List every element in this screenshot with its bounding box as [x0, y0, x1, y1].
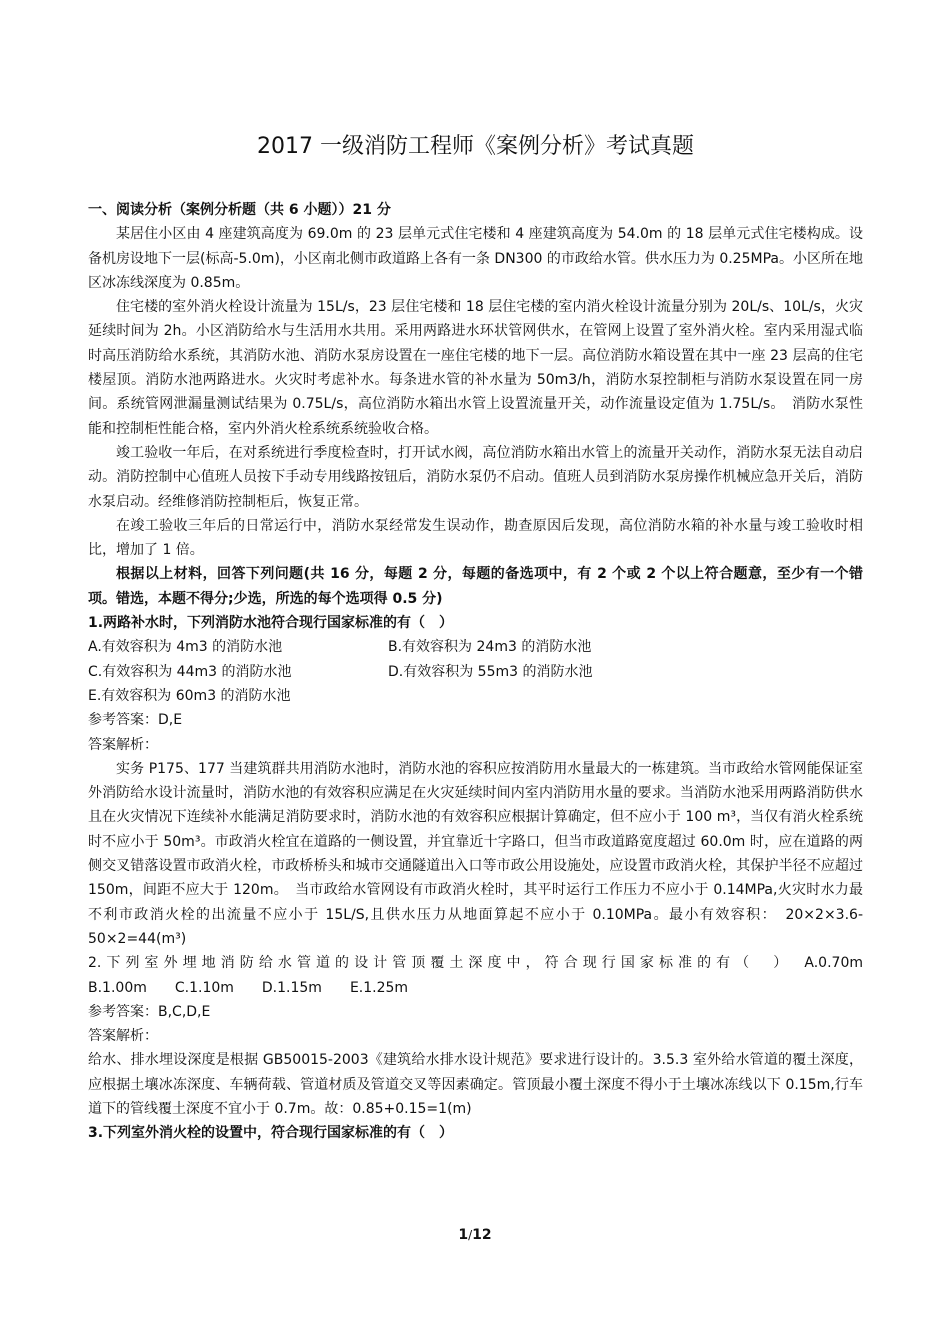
instructions: 根据以上材料，回答下列问题(共 16 分，每题 2 分，每题的备选项中，有 2 个或 2 个以上符合题意，至少有一个错项。错选，本题不得分;少选，所选的每个选项得 0.5 分): [88, 566, 863, 607]
question-1: 1.两路补水时，下列消防水池符合现行国家标准的有（ ）: [88, 615, 454, 632]
question-2-options: B.1.00m C.1.10m D.1.15m E.1.25m: [88, 979, 409, 996]
analysis-text: 实务 P175、177 当建筑群共用消防水池时，消防水池的容积应按消防用水量最大的一栋建筑。当市政给水管网能保证室外消防给水设计流量时，消防水池的有效容积应满足在火灾延续时间内室内消防用水量的要求。当消防水池采用两路消防供水且在火灾情况下连续补水能满足消防要求时，消防水池的有效容积应根据计算确定，但不应小于 100 m³，当仅有消火栓系统时不应小于 50m³。市政消火栓宜在道路的一侧设置，并宜靠近十字路口，但当市政道路宽度超过 60.0m 时，应在道路的两侧交叉错落设置市政消火栓，市政桥桥头和城市交通隧道出入口等市政公用设施处，应设置市政消火栓，其保护半径不应超过 150m，间距不应大于 120m。 当市政给水管网设有市政消火栓时，其平时运行工作压力不应小于 0.14MPa,火灾时水力最不利市政消火栓的出流量不应小于 15L/S,且供水压力从地面算起不应小于 0.10MPa。最小有效容积： 20×2×3.6-50×2=44(m³): [88, 760, 863, 947]
section-heading: 一、阅读分析（案例分析题（共 6 小题））21 分: [88, 202, 391, 218]
question-2: 2.下列室外埋地消防给水管道的设计管顶覆土深度中，符合现行国家标准的有（ ） A.0.70m: [88, 955, 863, 972]
analysis-text: 给水、排水埋设深度是根据 GB50015-2003《建筑给水排水设计规范》要求进行设计的。3.5.3 室外给水管道的覆土深度，应根据土壤冰冻深度、车辆荷载、管道材质及管道交叉等因素确定。管顶最小覆土深度不得小于土壤冰冻线以下 0.15m,行车道下的管线覆土深度不宜小于 0.7m。故：0.85+0.15=1(m): [88, 1052, 863, 1117]
option-b: B.有效容积为 24m3 的消防水池: [388, 639, 592, 656]
page-separator: /: [468, 1228, 473, 1242]
case-paragraph: 在竣工验收三年后的日常运行中，消防水泵经常发生误动作，勘查原因后发现，高位消防水箱的补水量与竣工验收时相比，增加了 1 倍。: [88, 517, 863, 559]
analysis-label: 答案解析：: [88, 1028, 158, 1045]
option-a: A.有效容积为 4m3 的消防水池: [88, 639, 283, 656]
option-row: [88, 635, 863, 659]
page-footer: [0, 1225, 950, 1245]
option-d: D.有效容积为 55m3 的消防水池: [388, 663, 593, 680]
page-number: 1: [458, 1227, 469, 1243]
page-total: 12: [472, 1227, 492, 1243]
question-3: 3.下列室外消火栓的设置中，符合现行国家标准的有（ ）: [88, 1125, 454, 1142]
case-paragraph: 某居住小区由 4 座建筑高度为 69.0m 的 23 层单元式住宅楼和 4 座建筑高度为 54.0m 的 18 层单元式住宅楼构成。设备机房设地下一层(标高-5.0m)，小区南北侧市政道路上各有一条 DN300 的市政给水管。供水压力为 0.25MPa。小区所在地区冰冻线深度为 0.85m。: [88, 226, 863, 291]
reference-answer: 参考答案：B,C,D,E: [88, 1003, 211, 1020]
case-paragraph: 竣工验收一年后，在对系统进行季度检查时，打开试水阀，高位消防水箱出水管上的流量开关动作，消防水泵无法自动启动。消防控制中心值班人员按下手动专用线路按钮后，消防水泵仍不启动。值班人员到消防水泵房操作机械应急开关后，消防水泵启动。经维修消防控制柜后，恢复正常。: [88, 444, 863, 510]
option-e: E.有效容积为 60m3 的消防水池: [88, 687, 291, 704]
document-body: [88, 198, 863, 1146]
analysis-label: 答案解析：: [88, 736, 158, 753]
reference-answer: 参考答案：D,E: [88, 712, 183, 729]
document-title: 2017 一级消防工程师《案例分析》考试真题: [257, 134, 694, 159]
option-c: C.有效容积为 44m3 的消防水池: [88, 663, 292, 680]
option-row: [88, 660, 863, 684]
case-paragraph: 住宅楼的室外消火栓设计流量为 15L/s，23 层住宅楼和 18 层住宅楼的室内消火栓设计流量分别为 20L/s、10L/s，火灾延续时间为 2h。小区消防给水与生活用水共用。采用两路进水环状管网供水，在管网上设置了室外消火栓。室内采用湿式临时高压消防给水系统，其消防水池、消防水泵房设置在一座住宅楼的地下一层。高位消防水箱设置在其中一座 23 层高的住宅楼屋顶。消防水池两路进水。火灾时考虑补水。每条进水管的补水量为 50m3/h，消防水泵控制柜与消防水泵设置在同一房间。系统管网泄漏量测试结果为 0.75L/s，高位消防水箱出水管上设置流量开关，动作流量设定值为 1.75L/s。 消防水泵性能和控制柜性能合格，室内外消火栓系统系统验收合格。: [88, 299, 863, 437]
